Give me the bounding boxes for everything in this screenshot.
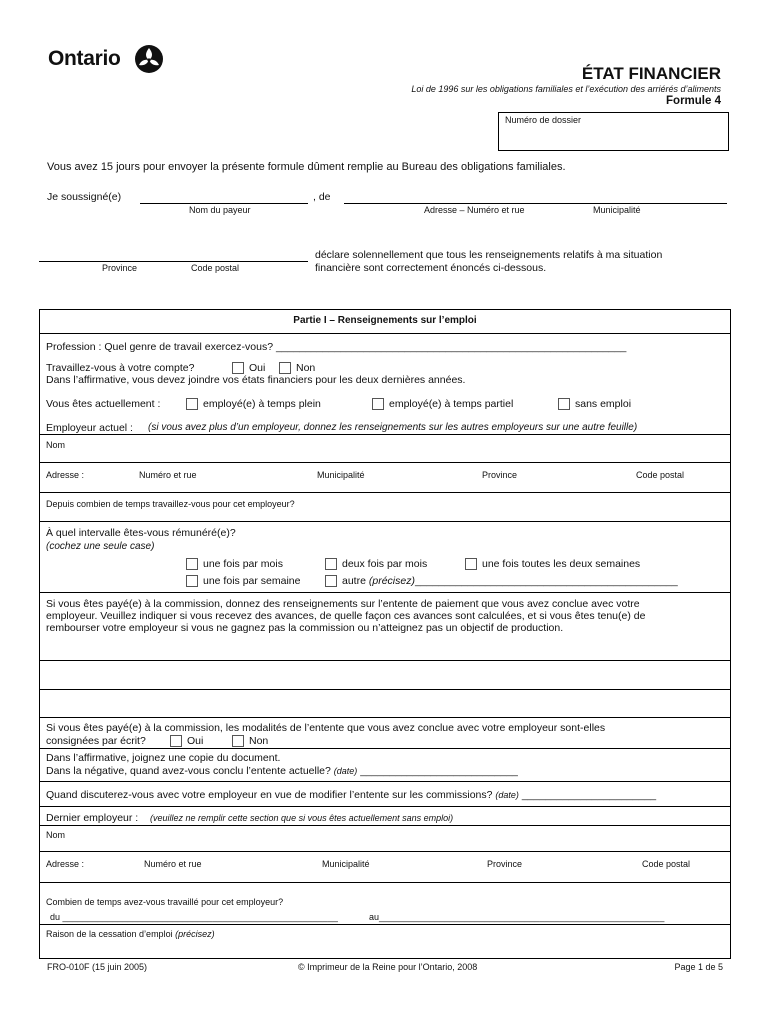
part-time-label: employé(e) à temps partiel: [389, 398, 514, 410]
monthly-checkbox[interactable]: [186, 558, 198, 570]
pay-interval-question: À quel intervalle êtes-vous rémunéré(e)?: [46, 527, 236, 539]
last-employer-street-label[interactable]: Numéro et rue: [144, 859, 202, 869]
province-postal-field[interactable]: [39, 261, 308, 262]
postal-code-label: Code postal: [191, 263, 240, 273]
date-label: (date): [333, 766, 358, 776]
form-title: ÉTAT FINANCIER: [581, 64, 721, 83]
weekly-label: une fois par semaine: [203, 575, 301, 587]
current-employer-label: Employeur actuel :: [46, 422, 133, 434]
negative-question: [46, 765, 518, 777]
commission-text-3: rembourser votre employeur si vous ne gagnez pas la commission ou n’atteignez pas un objectif de production.: [46, 622, 564, 634]
other-field[interactable]: [342, 575, 678, 587]
current-status-label: Vous êtes actuellement :: [46, 398, 161, 410]
file-number-box[interactable]: [498, 112, 729, 151]
divider: [39, 781, 731, 782]
province-label: Province: [102, 263, 138, 273]
negative-question-text: Dans la négative, quand avez-vous conclu l’entente actuelle?: [46, 765, 331, 777]
monthly-label: une fois par mois: [203, 558, 283, 570]
agreement-date-field[interactable]: ___________________________: [360, 765, 518, 777]
divider: [39, 492, 731, 493]
file-number-label: Numéro de dossier: [505, 115, 582, 125]
reason-specify: (précisez): [175, 929, 215, 939]
self-employed-note: Dans l’affirmative, vous devez joindre vos états financiers pour les deux dernières années.: [46, 374, 466, 386]
written-oui-label: Oui: [187, 735, 204, 747]
last-employer-municipality-label[interactable]: Municipalité: [322, 859, 370, 869]
self-employed-question: Travaillez-vous à votre compte?: [46, 362, 195, 374]
divider: [39, 434, 731, 435]
to-line[interactable]: _________________________________________________________: [379, 912, 665, 922]
from-date-field[interactable]: [50, 912, 338, 922]
divider: [39, 882, 731, 883]
written-non-label: Non: [249, 735, 269, 747]
full-time-checkbox[interactable]: [186, 398, 198, 410]
twice-monthly-checkbox[interactable]: [325, 558, 337, 570]
form-number: Formule 4: [666, 95, 721, 107]
part1-heading: Partie I – Renseignements sur l’emploi: [293, 315, 477, 326]
self-employed-non-checkbox[interactable]: [279, 362, 291, 374]
discuss-question: [46, 789, 656, 801]
worked-duration-question: Combien de temps avez-vous travaillé pour cet employeur?: [46, 897, 284, 907]
written-non-checkbox[interactable]: [232, 735, 244, 747]
municipality-label: Municipalité: [593, 205, 641, 215]
part-time-checkbox[interactable]: [372, 398, 384, 410]
divider: [39, 748, 731, 749]
payor-name-field[interactable]: [140, 203, 308, 204]
written-agreement-text-1: Si vous êtes payé(e) à la commission, les modalités de l’entente que vous avez conclue avec votre employeur sont-elles: [46, 722, 606, 734]
last-employer-name-field[interactable]: Nom: [46, 830, 66, 840]
to-label: au: [369, 912, 380, 922]
date-label: (date): [495, 790, 519, 800]
weekly-checkbox[interactable]: [186, 575, 198, 587]
self-employed-non-label: Non: [296, 362, 316, 374]
biweekly-label: une fois toutes les deux semaines: [482, 558, 641, 570]
other-line[interactable]: _____________________________________________: [414, 575, 678, 587]
divider: [39, 851, 731, 852]
employment-duration-field[interactable]: Depuis combien de temps travaillez-vous pour cet employeur?: [46, 499, 295, 509]
commission-text-2: employeur. Veuillez indiquer si vous recevez des avances, de quelle façon ces avances sont calculées, et si vous êtes tenu(e) de: [46, 610, 646, 622]
employer-municipality-label[interactable]: Municipalité: [317, 470, 365, 480]
law-reference: Loi de 1996 sur les obligations familiales et l’exécution des arriérés d’aliments: [411, 84, 721, 94]
self-employed-oui-checkbox[interactable]: [232, 362, 244, 374]
divider: [39, 592, 731, 593]
discuss-date-field[interactable]: _______________________: [521, 789, 657, 801]
page-indicator: Page 1 de 5: [674, 962, 723, 972]
current-employer-note: (si vous avez plus d’un employeur, donnez les renseignements sur les autres employeurs sur une autre feuille): [148, 422, 638, 433]
unemployed-label: sans emploi: [575, 398, 632, 410]
last-employer-label: Dernier employeur :: [46, 812, 139, 824]
form-code: FRO-010F (15 juin 2005): [47, 962, 148, 972]
from-label: du: [50, 912, 61, 922]
divider: [39, 717, 731, 718]
twice-monthly-label: deux fois par mois: [342, 558, 428, 570]
payor-name-label: Nom du payeur: [189, 205, 251, 215]
copyright: © Imprimeur de la Reine pour l’Ontario, 2008: [298, 962, 478, 972]
full-time-label: employé(e) à temps plein: [203, 398, 321, 410]
commission-answer-line-1[interactable]: [39, 661, 731, 689]
trillium-icon: [134, 44, 164, 74]
divider: [39, 806, 731, 807]
declaration-line-1: déclare solennellement que tous les renseignements relatifs à ma situation: [315, 249, 663, 261]
declaration-line-2: financière sont correctement énoncés ci-dessous.: [315, 262, 547, 274]
divider: [39, 462, 731, 463]
pay-interval-note: (cochez une seule case): [46, 541, 155, 552]
commission-answer-line-2[interactable]: [39, 690, 731, 717]
address-label: Adresse – Numéro et rue: [424, 205, 525, 215]
divider: [39, 924, 731, 925]
other-specify: (précisez): [368, 575, 415, 587]
other-label: autre: [342, 575, 366, 587]
employer-name-field[interactable]: Nom: [46, 440, 66, 450]
written-oui-checkbox[interactable]: [170, 735, 182, 747]
employer-address-label: Adresse :: [46, 470, 85, 480]
written-agreement-text-2: consignées par écrit?: [46, 735, 146, 747]
biweekly-checkbox[interactable]: [465, 558, 477, 570]
employer-province-label[interactable]: Province: [482, 470, 518, 480]
ontario-logo-text: Ontario: [48, 47, 121, 70]
to-date-field[interactable]: [369, 912, 664, 922]
deadline-text: Vous avez 15 jours pour envoyer la présente formule dûment remplie au Bureau des obligations familiales.: [47, 161, 566, 173]
discuss-question-text: Quand discuterez-vous avec votre employeur en vue de modifier l’entente sur les commissions?: [46, 789, 493, 801]
undersigned-label: Je soussigné(e): [47, 191, 122, 203]
commission-text-1: Si vous êtes payé(e) à la commission, donnez des renseignements sur l’entente de paiement que vous avez conclue avec votre: [46, 598, 640, 610]
self-employed-oui-label: Oui: [249, 362, 266, 374]
employer-street-label[interactable]: Numéro et rue: [139, 470, 197, 480]
divider: [39, 825, 731, 826]
last-employer-postal-label[interactable]: Code postal: [642, 859, 691, 869]
from-line[interactable]: _______________________________________________________: [62, 912, 338, 922]
unemployed-checkbox[interactable]: [558, 398, 570, 410]
last-employer-address-label: Adresse :: [46, 859, 85, 869]
reason-label: Raison de la cessation d’emploi: [46, 929, 173, 939]
last-employer-note: (veuillez ne remplir cette section que si vous êtes actuellement sans emploi): [150, 813, 454, 823]
part1-heading-row: [39, 309, 731, 334]
last-employer-province-label[interactable]: Province: [487, 859, 523, 869]
employer-postal-label[interactable]: Code postal: [636, 470, 685, 480]
termination-reason-field[interactable]: [46, 929, 215, 939]
address-field[interactable]: [344, 203, 727, 204]
de-label: , de: [313, 191, 331, 203]
copy-note: Dans l’affirmative, joignez une copie du document.: [46, 752, 281, 764]
other-checkbox[interactable]: [325, 575, 337, 587]
divider: [39, 521, 731, 522]
profession-question[interactable]: Profession : Quel genre de travail exercez-vous? ____________________________________________________________: [46, 341, 627, 353]
